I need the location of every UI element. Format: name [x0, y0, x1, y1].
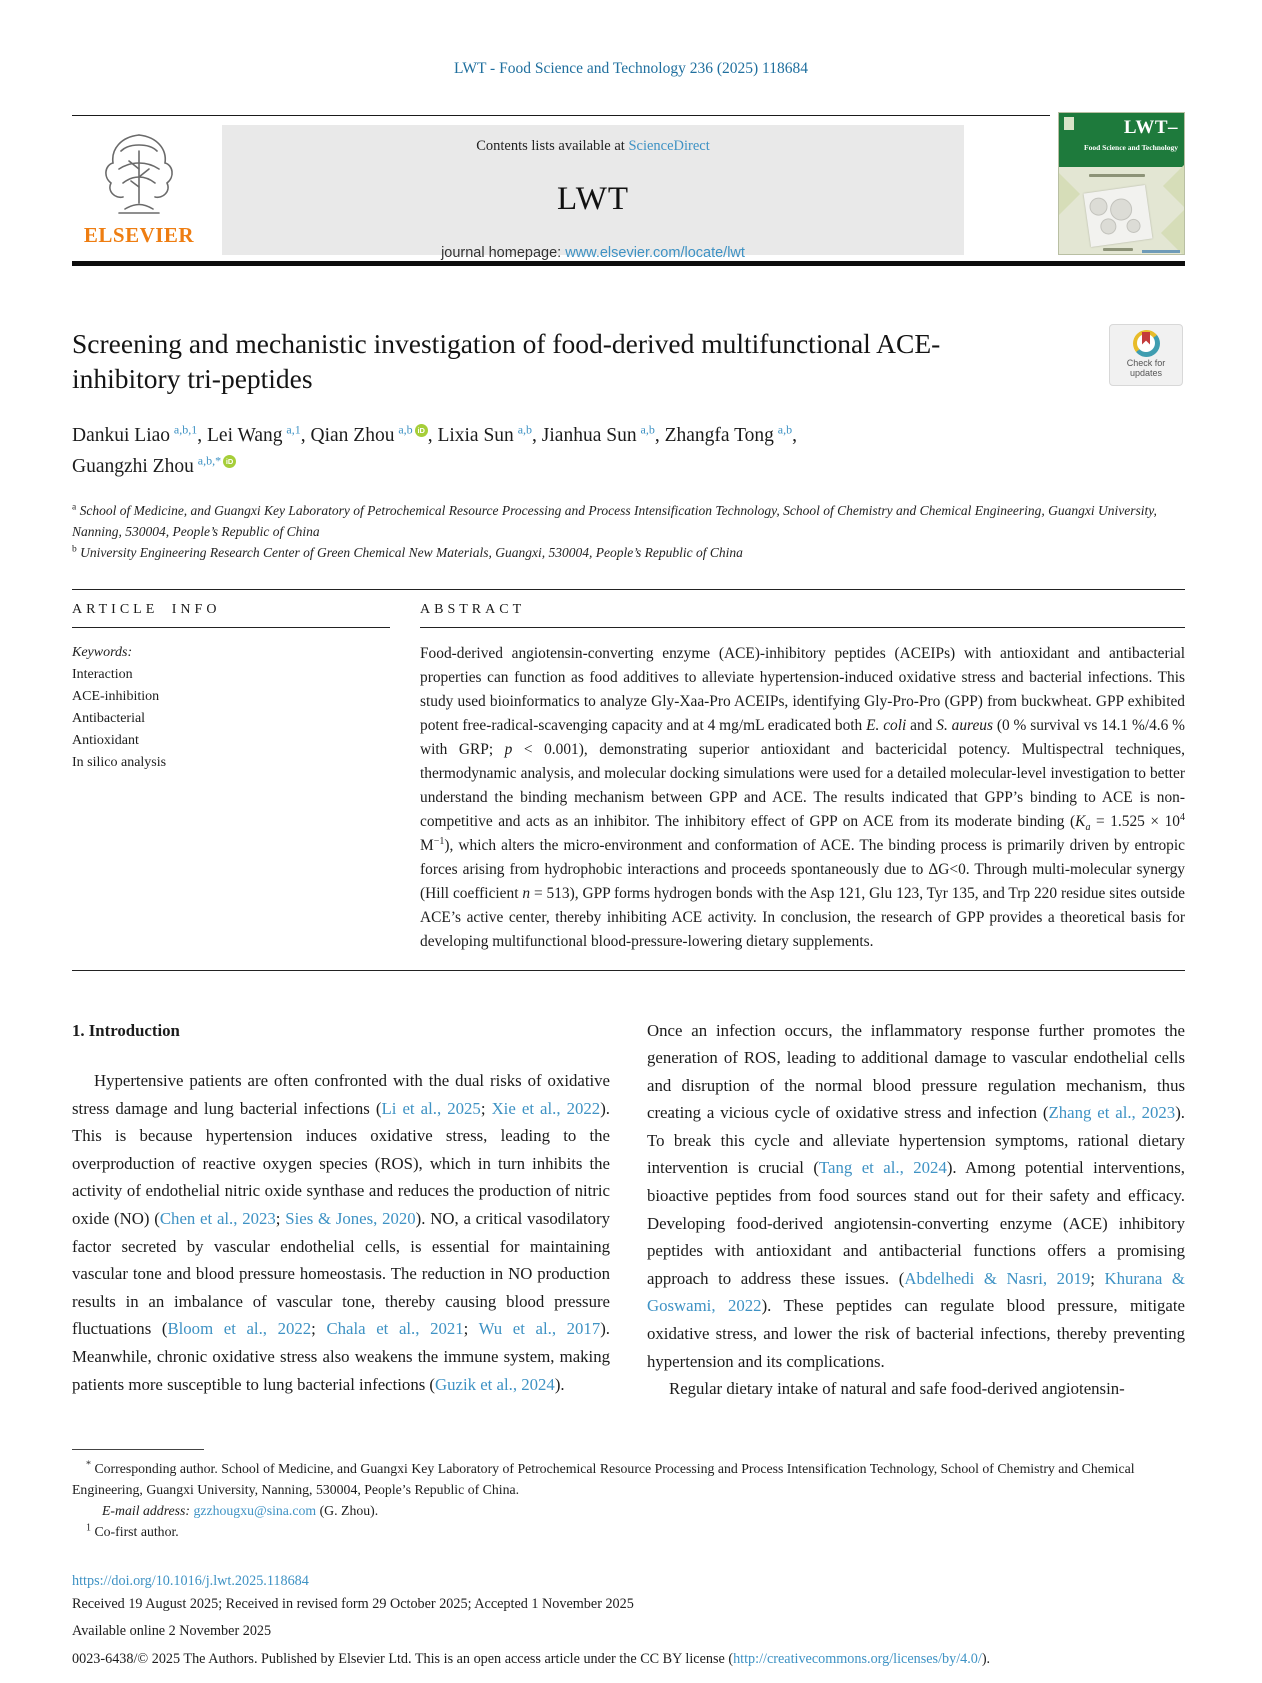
author-affil-sup: a,b: [517, 422, 533, 436]
inline-link[interactable]: Tang et al., 2024: [818, 1158, 947, 1178]
keywords-label: Keywords:: [72, 644, 133, 660]
intro-paragraph: Regular dietary intake of natural and safe food-derived angiotensin-: [669, 1379, 1125, 1399]
page-title: Screening and mechanistic investigation of food-derived multifunctional ACE-inhibitory tri-peptides: [72, 327, 941, 394]
cover-tiny-text: [1089, 174, 1145, 177]
footnote-divider: [72, 1449, 204, 1450]
crossmark-icon: [1133, 330, 1160, 357]
inline-link[interactable]: Chala et al., 2021: [326, 1319, 464, 1339]
inline-link[interactable]: Xie et al., 2022: [491, 1098, 601, 1118]
cover-hex-decoration: [1058, 170, 1080, 218]
affiliations: [72, 500, 1185, 563]
abstract-column: [420, 590, 1185, 954]
inline-link[interactable]: http://creativecommons.org/licenses/by/4.0/: [733, 1650, 982, 1667]
keyword: Antibacterial: [72, 710, 146, 726]
keyword: In silico analysis: [72, 754, 167, 770]
article-info-heading: ARTICLE INFO: [72, 590, 390, 628]
homepage-link[interactable]: www.elsevier.com/locate/lwt: [565, 245, 745, 261]
author: Lei Wang $^{a,1}$,: [207, 422, 311, 446]
journal-name: LWT: [556, 181, 629, 217]
keyword: Antioxidant: [72, 732, 139, 748]
inline-link[interactable]: Khurana & Goswami, 2022: [647, 1268, 1185, 1316]
cover-title: LWT–: [1123, 117, 1178, 138]
journal-cover-thumbnail[interactable]: [1058, 112, 1185, 255]
affiliation-a: $^a$ School of Medicine, and Guangxi Key Laboratory of Petrochemical Resource Processing and Process Intensification Technology, School of Chemistry and Chemical Engineering, Guangxi University, Nanning, 530004, People’s Republic of China: [72, 502, 1157, 539]
contents-line: [222, 138, 964, 155]
author: Guangzhi Zhou $^{a,b,*}$ iD: [72, 456, 236, 477]
received-line: Received 19 August 2025; Received in revised form 29 October 2025; Accepted 1 November 2025: [72, 1595, 634, 1612]
inline-link[interactable]: gzzhougxu@sina.com: [193, 1503, 317, 1519]
cover-url-bar: [1142, 250, 1180, 253]
abstract-text: Food-derived angiotensin-converting enzyme (ACE)-inhibitory peptides (ACEIPs) with antioxidant and antibacterial properties can function as food additives to alleviate hypertension-induced oxidative stress and bacterial infections. This study used bioinformatics to analyze Gly-Xaa-Pro ACEIPs, identifying Gly-Pro-Pro (GPP) from buckwheat. GPP exhibited potent free-radical-scavenging capacity and at 4 mg/mL eradicated both E. coli and S. aureus (0 % survival vs 14.1 %/4.6 % with GRP; p < 0.001), demonstrating superior antioxidant and bactericidal potency. Multispectral techniques, thermodynamic analysis, and molecular docking simulations were used for a detailed molecular-level investigation to better understand the binding mechanism between GPP and ACE. The results indicated that GPP’s binding to ACE is non-competitive and acts as an inhibitor. The inhibitory effect of GPP on ACE from its moderate binding ($K_a = 1.525 \times 10^4$ $M^{-1}$), which alters the micro-environment and conformation of ACE. The binding process is primarily driven by entropic forces arising from hydrophobic interactions and proceeds spontaneously due to ΔG<0. Through multi-molecular synergy (Hill coefficient n = 513), GPP forms hydrogen bonds with the Asp 121, Glu 123, Tyr 135, and Trp 220 residue sites outside ACE’s active center, thereby inhibiting ACE activity. In conclusion, the research of GPP provides a theoretical basis for developing multifunctional blood-pressure-lowering dietary supplements.: [420, 644, 1186, 950]
available-online-line: Available online 2 November 2025: [72, 1623, 272, 1640]
author-affil-sup: a,b: [777, 422, 793, 436]
email-note: E-mail address: gzzhougxu@sina.com (G. Zhou).: [102, 1503, 379, 1519]
author: Lixia Sun $^{a,b}$,: [437, 422, 542, 446]
inline-link[interactable]: Sies & Jones, 2020: [285, 1209, 416, 1229]
cofirst-author-note: $^1$ Co-first author.: [86, 1522, 179, 1540]
intro-paragraph: Once an infection occurs, the inflammatory response further promotes the generation of ROS, leading to additional damage to vascular endothelial cells and disruption of the normal blood pressure regulation mechanism, thus creating a vicious cycle of oxidative stress and infection (Zhang et al., 2023). To break this cycle and alleviate hypertension symptoms, rational dietary intervention is crucial (Tang et al., 2024). Among potential interventions, bioactive peptides from food sources stand out for their safety and efficacy. Developing food-derived angiotensin-converting enzyme (ACE) inhibitory peptides with antioxidant and antibacterial functions offers a promising approach to address these issues. (Abdelhedi & Nasri, 2019; Khurana & Goswami, 2022). These peptides can regulate blood pressure, mitigate oxidative stress, and lower the risk of bacterial infections, thereby preventing hypertension and its complications.: [647, 1020, 1185, 1371]
inline-link[interactable]: Li et al., 2025: [381, 1098, 481, 1118]
author-list: [72, 420, 872, 482]
banner-top-rule: [72, 115, 1050, 116]
author-affil-sup: a,1: [286, 422, 301, 436]
intro-right-column: [647, 1017, 1185, 1403]
copyright-line: 0023-6438/© 2025 The Authors. Published by Elsevier Ltd. This is an open access article under the CC BY license (http://creativecommons.org/licenses/by/4.0/).: [72, 1650, 991, 1667]
author-affil-sup: a,b,1: [173, 422, 198, 436]
inline-link[interactable]: Zhang et al., 2023: [1048, 1103, 1176, 1123]
info-abstract-section: [72, 589, 1185, 971]
article-info-column: [72, 590, 390, 954]
footnotes: [72, 1458, 1185, 1543]
orcid-icon[interactable]: iD: [223, 455, 236, 468]
journal-reference: LWT - Food Science and Technology 236 (2025) 118684: [454, 60, 808, 77]
affiliation-b: $^b$ University Engineering Research Center of Green Chemical New Materials, Guangxi, 530004, People’s Republic of China: [72, 544, 743, 560]
elsevier-wordmark: ELSEVIER: [83, 223, 195, 247]
introduction-heading: 1. Introduction: [72, 1020, 180, 1040]
intro-paragraph: Hypertensive patients are often confronted with the dual risks of oxidative stress damage and lung bacterial infections (Li et al., 2025; Xie et al., 2022). This is because hypertension induces oxidative stress, leading to the overproduction of reactive oxygen species (ROS), which in turn inhibits the activity of endothelial nitric oxide synthase and reduces the production of nitric oxide (NO) (Chen et al., 2023; Sies & Jones, 2020). NO, a critical vasodilatory factor secreted by vascular endothelial cells, is essential for maintaining vascular tone and blood pressure homeostasis. The reduction in NO production results in an imbalance of vascular tone, thereby causing blood pressure fluctuations (Bloom et al., 2022; Chala et al., 2021; Wu et al., 2017). Meanwhile, chronic oxidative stress also weakens the immune system, making patients more susceptible to lung bacterial infections (Guzik et al., 2024).: [72, 1071, 611, 1394]
inline-link[interactable]: Abdelhedi & Nasri, 2019: [904, 1268, 1091, 1288]
author: Zhangfa Tong $^{a,b}$,: [664, 422, 797, 446]
keyword: ACE-inhibition: [72, 688, 160, 704]
corresponding-author-note: * Corresponding author. School of Medicine, and Guangxi Key Laboratory of Petrochemical Resource Processing and Process Intensification Technology, School of Chemistry and Chemical Engineering, Guangxi University, Nanning, 530004, People’s Republic of China.: [72, 1459, 1135, 1498]
cover-hex-decoration: [1163, 162, 1185, 210]
author: Qian Zhou $^{a,b}$ iD ,: [310, 422, 438, 446]
cover-tiny-text: [1103, 248, 1133, 251]
inline-link[interactable]: Bloom et al., 2022: [167, 1319, 312, 1339]
journal-banner: [72, 115, 1185, 261]
homepage-line: [222, 245, 964, 261]
intro-left-column: [72, 1017, 610, 1403]
abstract-heading: ABSTRACT: [420, 590, 1185, 628]
cover-publisher-icon: [1064, 117, 1074, 130]
check-updates-label-1: Check for: [1126, 357, 1166, 368]
contents-prefix: Contents lists available at: [476, 138, 629, 154]
author-affil-sup: a,b,*: [197, 453, 222, 467]
header-divider-rule: [72, 261, 1185, 266]
journal-header-box: [222, 125, 964, 261]
author: Dankui Liao $^{a,b,1}$,: [72, 422, 207, 446]
homepage-prefix: journal homepage:: [441, 245, 566, 261]
keyword: Interaction: [72, 666, 133, 682]
sciencedirect-link[interactable]: ScienceDirect: [628, 138, 710, 154]
elsevier-logo[interactable]: [74, 125, 204, 248]
inline-link[interactable]: Chen et al., 2023: [159, 1209, 276, 1229]
cover-body: [1059, 167, 1184, 255]
check-for-updates-badge[interactable]: [1109, 324, 1183, 386]
cover-photo: [1084, 185, 1153, 247]
cover-header: [1059, 113, 1184, 167]
doi-line: [72, 1573, 1185, 1590]
affiliation-sup: a: [72, 502, 77, 512]
elsevier-tree-icon: [74, 125, 204, 221]
author-affil-sup: a,b: [640, 422, 655, 436]
cover-subtitle: Food Science and Technology: [1084, 143, 1178, 152]
author-affil-sup: a,b: [398, 422, 413, 436]
title-block: [72, 326, 1185, 396]
author: Jianhua Sun $^{a,b}$,: [541, 422, 665, 446]
orcid-icon[interactable]: iD: [415, 424, 428, 437]
check-updates-label-2: updates: [1129, 368, 1163, 378]
doi-link[interactable]: https://doi.org/10.1016/j.lwt.2025.118684: [72, 1572, 309, 1589]
cover-hex-decoration: [1161, 209, 1185, 255]
inline-link[interactable]: Wu et al., 2017: [478, 1319, 601, 1339]
inline-link[interactable]: Guzik et al., 2024: [435, 1374, 555, 1394]
affiliation-sup: b: [72, 544, 77, 554]
introduction-section: [72, 1017, 1185, 1403]
